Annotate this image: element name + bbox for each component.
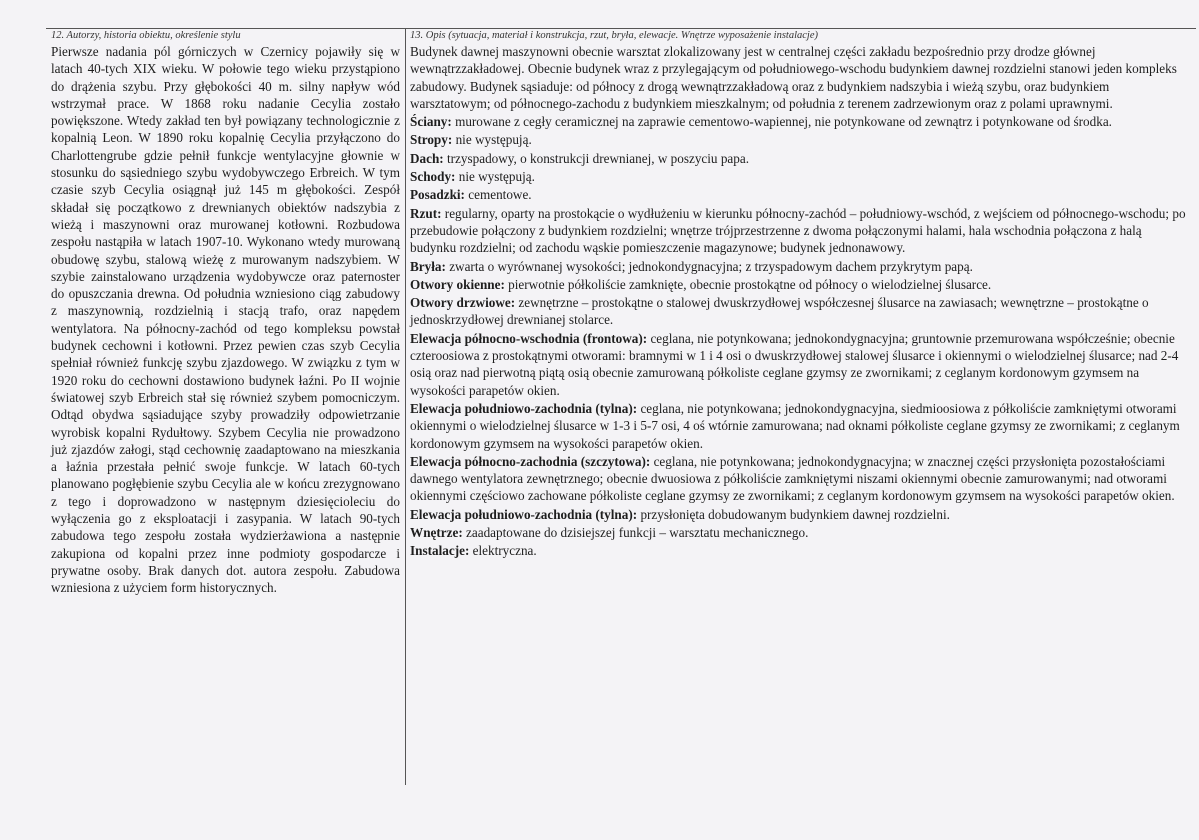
entry-text: zaadaptowane do dzisiejszej funkcji – warsztatu mechanicznego. [462, 525, 809, 541]
entry-text: zwarta o wyrównanej wysokości; jednokondygnacyjna; z trzyspadowym dachem przykrytym papą. [445, 258, 973, 274]
description-entry [410, 113, 1190, 130]
entry-text: regularny, oparty na prostokącie o wydłużeniu w kierunku północny-zachód – południowy-wschód, z wejściem od północnego-wschodu; po przebudowie połączony z budynkiem rozdzielni; wnętrze trójprzestrzenne z dwoma połączonymi halami, hala wschodnia połączona z halą budynku rozdzielni; od zachodu wąskie pomieszczenie magazynowe; budynek jednonawowy. [410, 205, 1186, 256]
entry-text: zewnętrzne – prostokątne o stalowej dwuskrzydłowej współczesnej ślusarce na zawiasach; wewnętrzne – prostokątne o jednoskrzydłowej drewnianej stolarce. [410, 295, 1149, 328]
entry-text: nie występują. [452, 132, 532, 148]
entry-term: Otwory okienne: [410, 276, 505, 292]
document-sheet [46, 28, 1196, 785]
description-entry [410, 330, 1190, 399]
history-text: Pierwsze nadania pól górniczych w Czernicy pojawiły się w latach 40-tych XIX wieku. W połowie tego wieku przystąpiono do drążenia szybu. Przy głębokości 40 m. silny napływ wód wstrzymał prace. W 1868 roku nadanie Cecylia zostało powiększone. Wtedy zakład ten był powiązany technologicznie z kopalnią Leon. W 1890 roku kopalnię Cecylia przyłączono do Charlottengrube gdzie pełnił funkcje wentylacyjne głownie w stosunku do sąsiedniego szybu wydobywczego Erbreich. W tym czasie szyb Cecylia osiągnął już 145 m głębokości. Zespół składał się początkowo z drewnianych obiektów nadszybia z wieżą i maszynowni oraz murowanej kotłowni. Rozbudowa zespołu nastąpiła w latach 1907-10. Wykonano wtedy murowaną obudowę szybu, stalową wieżę z murowanym nadszybiem. W szybie zainstalowano urządzenia wydobywcze oraz paternoster do opuszczania drewna. Od południa wzniesiono ciąg zabudowy z maszynownią, rozdzielnią i stacją trafo, oraz napędem wentylatora. Na północny-zachód od tego kompleksu powstał budynek cechowni i kotłowni. Przez pewien czas szyb Cecylia spełniał również funkcję szybu zjazdowego. W związku z tym w 1920 roku do cechowni dostawiono budynek łaźni. Po II wojnie światowej szyb Erbreich stał się również szybem pomocniczym. Odtąd obydwa sąsiadujące szyby prowadziły odpowietrzanie wyrobisk kopalni Rydułtowy. Szybem Cecylia nie prowadzono już zjazdów załogi, stąd cechownię zaadaptowano na mieszkania a łaźnia przestała pełnić swoje funkcje. W latach 60-tych planowano pogłębienie szybu Cecylia ale w końcu zrezygnowano z tego i doprowadzono w następnym dziesięcioleciu do wyłączenia go z eksploatacji i zasypania. W latach 90-tych zabudowa tego zespołu została wydzierżawiona a następnie zakupiona od kopalni przez inne podmioty gospodarcze i prywatne osoby. Brak danych dot. autora zespołu. Zabudowa wzniesiona z użyciem form historycznych. [51, 44, 400, 596]
description-entry [410, 258, 1190, 275]
entry-term: Bryła: [410, 258, 446, 274]
history-column [51, 29, 400, 597]
entry-term: Elewacja północno-wschodnia (frontowa): [410, 330, 648, 346]
entry-text: przysłonięta dobudowanym budynkiem dawnej rozdzielni. [637, 506, 950, 522]
entry-text: nie występują. [455, 169, 535, 185]
entry-term: Ściany: [410, 114, 452, 130]
entry-term: Elewacja północno-zachodnia (szczytowa): [410, 453, 651, 469]
entry-text: ceglana, nie potynkowana; jednokondygnacyjna; w znacznej części przysłonięta pozostałościami dawnego wentylatora zewnętrznego; obecnie dwuosiowa z półkoliście zamkniętymi niszami okiennymi obecnie zamurowanymi; nad otworami okiennymi częściowo zachowane półkoliste ceglane gzymsy ze zwornikami; z ceglanym kordonowym gzymsem na wysokości parapetów okien. [410, 453, 1175, 504]
description-entry [410, 542, 1190, 559]
description-entry [410, 131, 1190, 148]
entry-term: Posadzki: [410, 187, 465, 203]
description-entry [410, 186, 1190, 203]
description-entry [410, 150, 1190, 167]
description-entry [410, 276, 1190, 293]
entry-term: Instalacje: [410, 543, 470, 559]
entry-term: Otwory drzwiowe: [410, 295, 516, 311]
description-entry [410, 400, 1190, 452]
entry-text: trzyspadowy, o konstrukcji drewnianej, w poszyciu papa. [443, 150, 750, 166]
entry-text: ceglana, nie potynkowana; jednokondygnacyjna, siedmioosiowa z półkoliście zamkniętymi otworami okiennymi o wielodzielnej ślusarce w 1-3 i 5-7 osi, 4 oś wtórnie zamurowana; nad oknami półkoliste ceglane gzymsy ze zwornikami; z ceglanym kordonowym gzymsem na wysokości parapetów okien. [410, 400, 1180, 451]
entry-term: Elewacja południowo-zachodnia (tylna): [410, 506, 638, 522]
history-heading: 12. Autorzy, historia obiektu, określenie stylu [51, 30, 241, 41]
entry-term: Wnętrze: [410, 525, 463, 541]
entry-term: Elewacja południowo-zachodnia (tylna): [410, 400, 638, 416]
description-entry [410, 506, 1190, 523]
entry-text: cementowe. [464, 187, 532, 203]
description-entry [410, 524, 1190, 541]
entry-text: elektryczna. [469, 543, 537, 559]
description-entry [410, 168, 1190, 185]
description-entry [410, 294, 1190, 329]
description-entry [410, 205, 1190, 257]
entry-term: Dach: [410, 150, 444, 166]
entry-term: Schody: [410, 169, 456, 185]
column-divider [405, 28, 406, 785]
description-intro: Budynek dawnej maszynowni obecnie warsztat zlokalizowany jest w centralnej części zakładu bezpośrednio przy drodze głównej wewnątrzzakładowej. Obecnie budynek wraz z przylegającym od południowego-wschodu budynkiem dawnej rozdzielni stanowi jeden kompleks zabudowy. Budynek sąsiaduje: od północy z drogą wewnątrzzakładową oraz z budynkiem nadszybia i wieżą szybu, oraz budynkiem warsztatowym; od północnego-zachodu z budynkiem mieszkalnym; od południa z terenem zadrzewionym oraz z polami uprawnymi. [410, 44, 1177, 111]
entry-term: Rzut: [410, 205, 442, 221]
entry-text: murowane z cegły ceramicznej na zaprawie cementowo-wapiennej, nie potynkowane od zewnątrz i potynkowane od środka. [451, 114, 1112, 130]
description-entries [410, 113, 1190, 559]
entry-text: pierwotnie półkoliście zamknięte, obecnie prostokątne od północy o wielodzielnej ślusarce. [504, 276, 992, 292]
description-heading: 13. Opis (sytuacja, materiał i konstrukcja, rzut, bryła, elewacje. Wnętrze wyposażenie instalacje) [410, 30, 818, 41]
description-entry [410, 453, 1190, 505]
entry-term: Stropy: [410, 132, 453, 148]
description-column [410, 29, 1190, 560]
entry-text: ceglana, nie potynkowana; jednokondygnacyjna; gruntownie przemurowana współcześnie; obecnie czteroosiowa z prostokątnymi otworami: bramnymi w 1 i 4 osi o dwuskrzydłowej stalowej ślusarce i okiennymi o wielodzielnej ślusarce; nad 2-4 osią oraz nad pierwotną piątą osią obecnie zamurowaną półkoliste ceglane gzymsy ze zwornikami; z ceglanym kordonowym gzymsem na wysokości parapetów okien. [410, 330, 1179, 398]
